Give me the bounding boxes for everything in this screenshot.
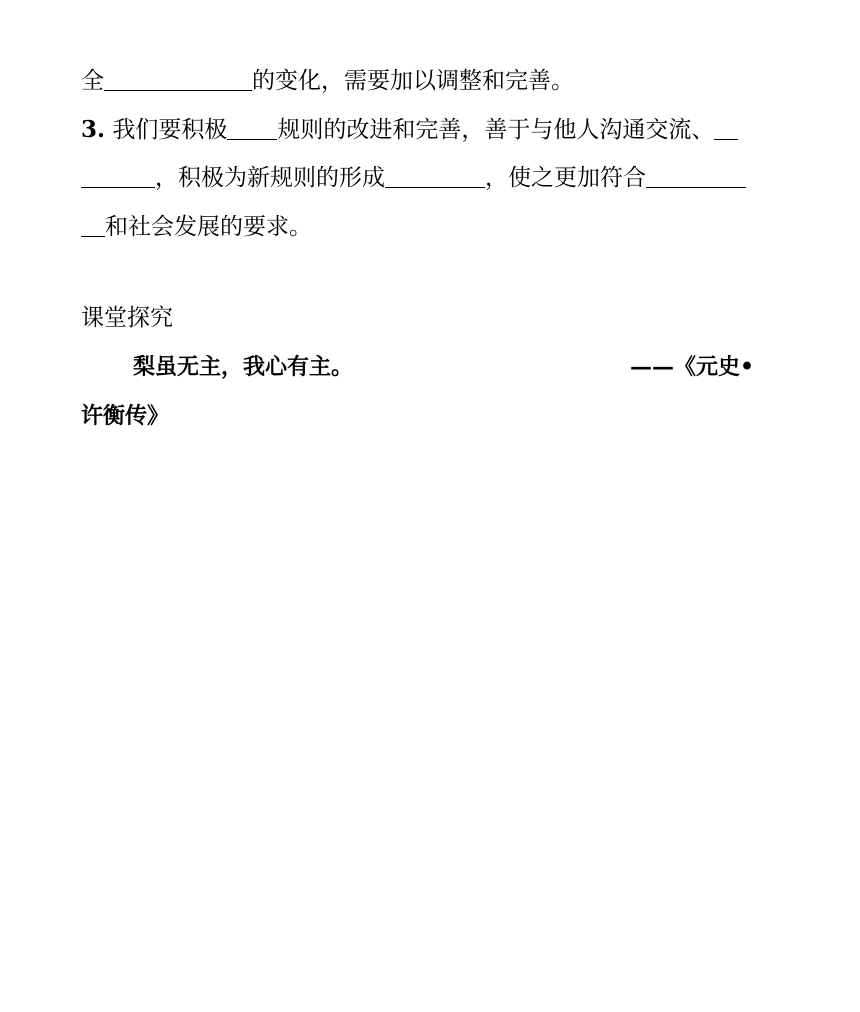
blank-field[interactable] [385,165,485,188]
question-3-line-2: ，积极为新规则的形成 ，使之更加符合 [81,163,746,193]
blank-field[interactable] [104,68,252,91]
fill-line-1: 全 的变化，需要加以调整和完善。 [81,68,574,94]
blank-field[interactable] [646,165,746,188]
section-title: 课堂探究 [81,305,173,331]
question-number: 3. [81,116,106,143]
question-3-line-1: 3. 我们要积极 规则的改进和完善，善于与他人沟通交流、 [81,115,738,145]
blank-field[interactable] [227,117,277,140]
blank-field[interactable] [81,214,105,237]
quote-source: ——《元史• [630,354,755,380]
blank-field[interactable] [81,165,155,188]
question-3-line-3: 和社会发展的要求。 [81,212,312,242]
quote-text: 梨虽无主，我心有主。 [133,354,354,380]
quote-source-continued: 许衡传》 [81,403,170,429]
blank-field[interactable] [714,117,738,140]
